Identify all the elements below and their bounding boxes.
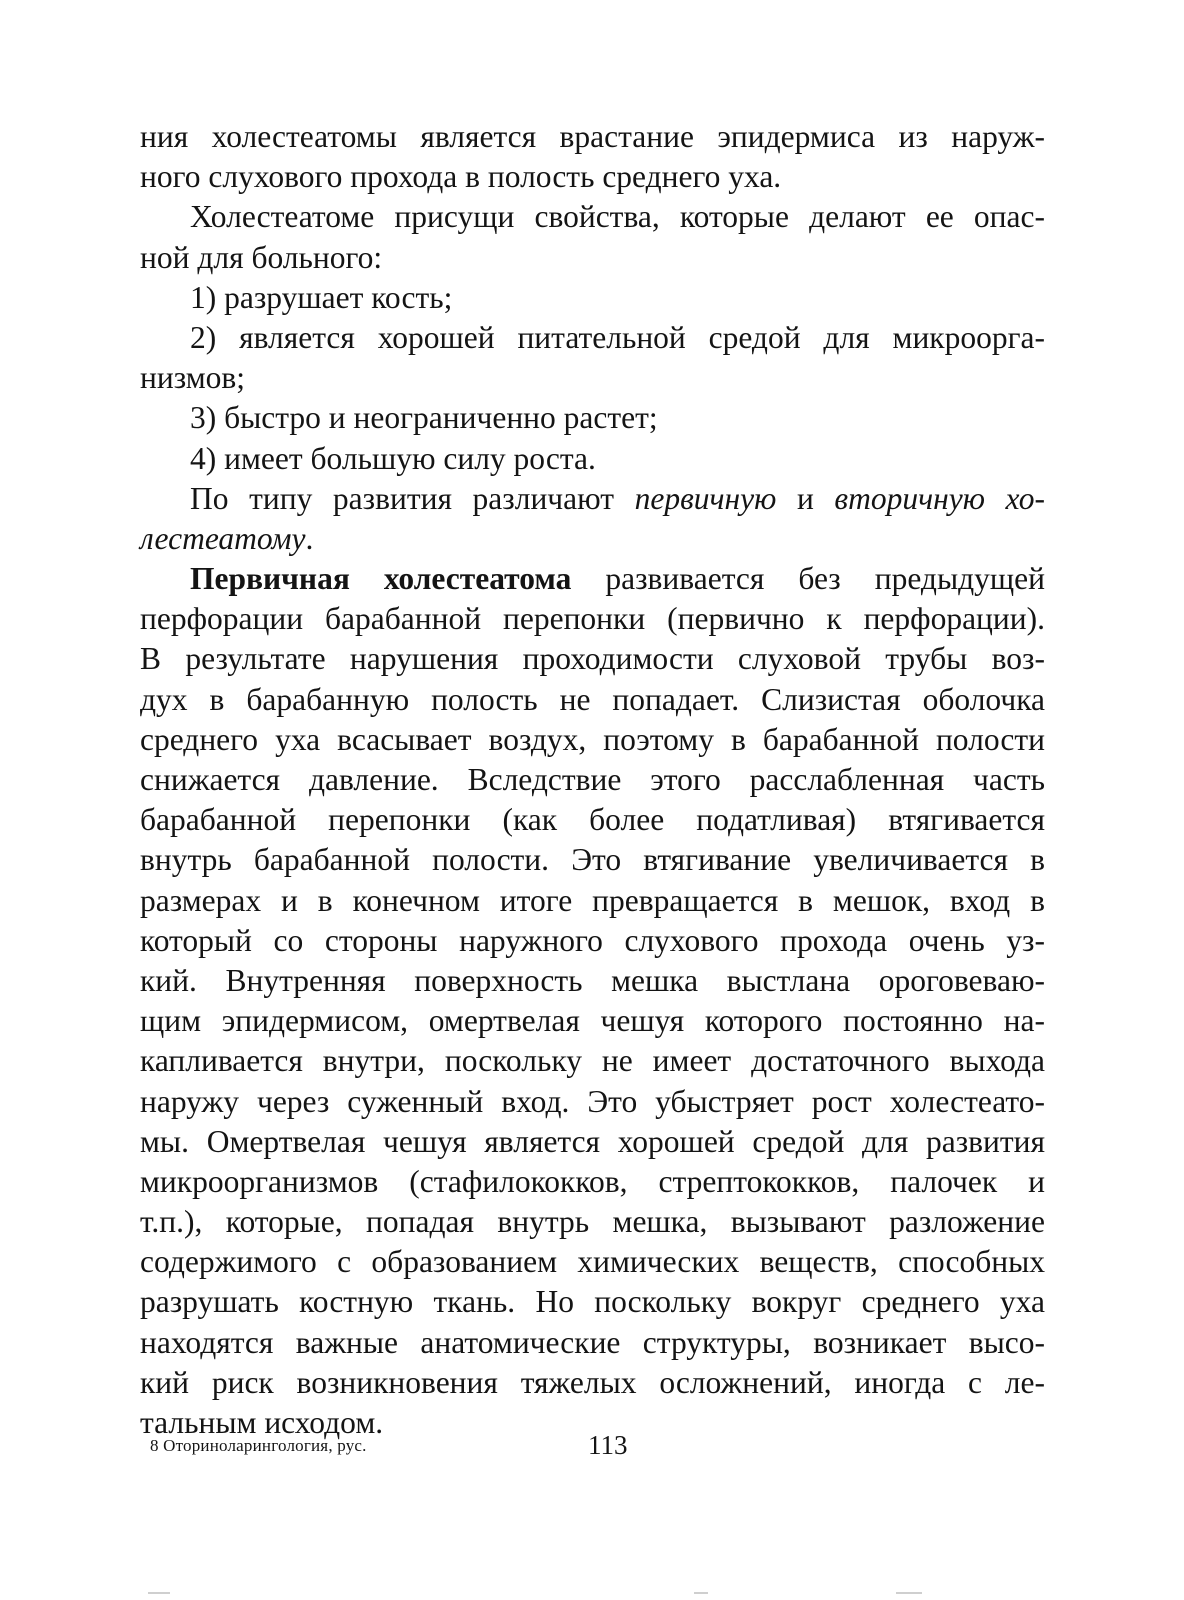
text-line: 2) является хорошей питательной средой для микроорга- xyxy=(190,319,1045,355)
text-segment: и xyxy=(776,480,835,516)
text-line: размерах и в конечном итоге превращается в мешок, вход в xyxy=(140,882,1045,918)
page-number: 113 xyxy=(588,1430,628,1460)
text-line: капливается внутри, поскольку не имеет достаточного выхода xyxy=(140,1043,1045,1079)
text-line: кий. Внутренняя поверхность мешка выстлана ороговеваю- xyxy=(140,962,1045,998)
text-line: снижается давление. Вследствие этого расслабленная часть xyxy=(140,762,1045,797)
printer-signature: 8 Оториноларингология, рус. xyxy=(150,1436,367,1455)
text-line: ного слухового прохода в полость среднего уха. xyxy=(140,159,782,195)
text-segment: развивается без предыдущей xyxy=(571,561,1045,597)
scan-artifact xyxy=(148,1592,170,1594)
text-line xyxy=(140,479,1045,519)
text-line: Холестеатоме присущи свойства, которые делают ее опас- xyxy=(190,199,1045,235)
text-line: внутрь барабанной полости. Это втягивание увеличивается в xyxy=(140,842,1045,878)
text-line: 1) разрушает кость; xyxy=(190,279,453,315)
term-italic: лестеатому xyxy=(140,520,306,556)
text-line: ной для больного: xyxy=(140,239,383,275)
text-line: микроорганизмов (стафилококков, стрептококков, палочек и xyxy=(140,1163,1045,1199)
text-line: который со стороны наружного слухового прохода очень уз- xyxy=(140,922,1045,958)
text-line: барабанной перепонки (как более податливая) втягивается xyxy=(140,802,1045,838)
text-line: 3) быстро и неограниченно растет; xyxy=(190,400,658,436)
text-line: низмов; xyxy=(140,360,246,396)
text-segment: . xyxy=(305,520,314,556)
term-bold: Первичная холестеатома xyxy=(190,561,572,597)
term-italic: вторичную хо- xyxy=(834,480,1045,516)
text-line: щим эпидермисом, омертвелая чешуя которого постоянно на- xyxy=(140,1003,1045,1039)
text-line: находятся важные анатомические структуры, возникает высо- xyxy=(140,1324,1045,1360)
scan-artifact xyxy=(694,1592,708,1594)
text-line: мы. Омертвелая чешуя является хорошей средой для развития xyxy=(140,1123,1045,1159)
text-line: тальным исходом. xyxy=(140,1405,384,1440)
text-line: т.п.), которые, попадая внутрь мешка, вызывают разложение xyxy=(140,1204,1045,1240)
text-line: В результате нарушения проходимости слуховой трубы воз- xyxy=(140,641,1045,677)
text-line: кий риск возникновения тяжелых осложнений, иногда с ле- xyxy=(140,1364,1045,1400)
text-line: разрушать костную ткань. Но поскольку вокруг среднего уха xyxy=(140,1284,1045,1320)
text-line xyxy=(140,559,1045,599)
body-text xyxy=(140,117,1045,1443)
text-line: содержимого с образованием химических веществ, способных xyxy=(140,1244,1045,1280)
scan-artifact xyxy=(896,1592,922,1594)
text-line: перфорации барабанной перепонки (первично к перфорации). xyxy=(140,601,1045,637)
text-line: среднего уха всасывает воздух, поэтому в барабанной полости xyxy=(140,721,1045,757)
text-line: ния холестеатомы является врастание эпидермиса из наруж- xyxy=(140,119,1045,154)
term-italic: первичную xyxy=(634,480,777,516)
text-line: наружу через суженный вход. Это убыстряет рост холестеато- xyxy=(140,1083,1045,1119)
text-line: 4) имеет большую силу роста. xyxy=(190,440,596,476)
text-line: дух в барабанную полость не попадает. Слизистая оболочка xyxy=(140,681,1045,717)
text-line xyxy=(140,519,1045,559)
text-segment: По типу развития различают xyxy=(190,480,635,516)
